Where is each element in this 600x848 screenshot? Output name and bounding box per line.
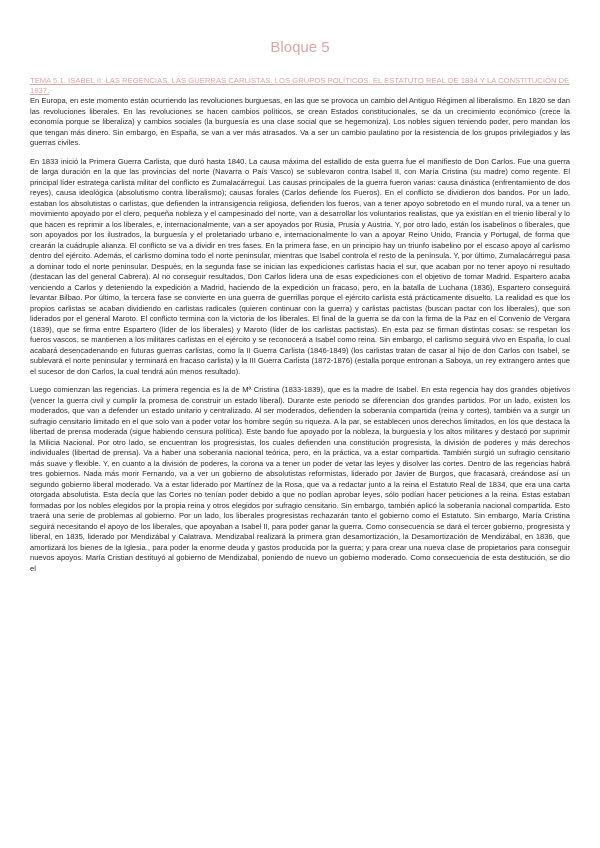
topic-heading: TEMA 5.1. ISABEL II: LAS REGENCIAS. LAS GUERRAS CARLISTAS. LOS GRUPOS POLÍTICOS. EL ESTATUTO REAL DE 1834 Y LA CONSTITUCIÓN DE 1837. [30, 76, 570, 95]
paragraph-regencies: Luego comienzan las regencias. La primera regencia es la de Mª Cristina (1833-1839), que es la madre de Isabel. En esta regencia hay dos grandes objetivos (vencer la guerra civil y cumplir la promesa de construir un estado liberal). Durante este periodo se diferencian dos grandes partidos. Por un lado, existen los moderados, que van a defender un estado unitario y centralizado. Al ser moderados, defienden la soberanía compartida (reina y cortes), también va a surgir un sufragio censitario limitado en el que solo van a poder votar los hombre según su riqueza. A la par, se establecen unos derechos limitados, en los que destaca la libertad de prensa moderada (sigue habiendo censura política). Este bando fue apoyado por la nobleza, la burguesía y los altos militares y destacó por suprimir la Milicia Nacional. Por otro lado, se encuentran los progresistas, los cuales defienden una constitución progresista, la división de poderes y más derechos individuales (libertad de prensa). Va a haber una soberanía nacional teórica, pero, en la práctica, va a estar compartida. También surgió un sufragio censitario más suave y flexible. Y, en cuanto a la división de poderes, la corona va a tener un poder de vetar las leyes y disolver las cortes. Dentro de las regencias habrá tres gobiernos. Nada más morir Fernando, va a ver un gobierno de absolutistas reformistas, liderado por Javier de Burgos, que fracasará, creándose así un segundo gobierno liberal moderado. Va a estar liderado por Martínez de la Rosa, que va a redactar junto a la reina el Estatuto Real de 1834, que era una carta otorgada absolutista. Esta decía que las Cortes no tenían poder debido a que no podían aprobar leyes, sólo podían hacer peticiones a la reina. Estas estaban formadas por los nobles elegidos por la propia reina y otros elegidos por sufragio censitario. Sin embargo, también aplicó la soberanía nacional compartida. Esto traerá una serie de problemas al gobierno. Por un lado, los liberales progresistas rechazarán tanto el gobierno como el Estatuto. Sin embargo, María Cristina seguirá necesitando el apoyo de los liberales, que apoyaban a Isabel II, para poder ganar la guerra. Como consecuencia se dará el tercer gobierno, progresista y liberal, en 1835, liderado por Mendizábal y Calatrava. Mendizabal realizará la primera gran desamortización, la Desamortización de Mendizábal, en 1836, que amortizará los bienes de la Iglesia., para poder la enorme deuda y gastos producida por la guerra; y para crear una nueva clase de propietarios para conseguir nuevos apoyos. María Cristian destituyó al gobierno de Mendizabal, poniendo de nuevo un gobierno moderado. Como consecuencia de esta destitución, se dio el [30, 385, 570, 573]
paragraph-intro: En Europa, en este momento están ocurriendo las revoluciones burguesas, en las que se provoca un cambio del Antiguo Régimen al liberalismo. En 1820 se dan las revoluciones liberales. En las revoluciones se hacen cambios políticos, se crean Estados constitucionales, se da un crecimiento económico (crece la economía porque se liberaliza) y cambios sociales (la burguesía es una clase social que se hegemoniza). Los nobles siguen teniendo poder, pero mandan los que tengan más dinero. Sin embargo, en España, se van a ver más atrasados. Va a ser un cambio paulatino por la resistencia de los grupos privilegiados y las guerras civiles. [30, 96, 570, 147]
page-title: Bloque 5 [270, 39, 330, 56]
paragraph-carlist-war: En 1833 inició la Primera Guerra Carlista, que duró hasta 1840. La causa máxima del estallido de esta guerra fue el manifiesto de Don Carlos. Fue una guerra de larga duración en la que las provincias del norte (Navarra o País Vasco) se sublevaron contra Isabel II, con María Cristina (su madre) como regente. El principal líder estratega carlista militar del conflicto es Zumalacárregui. Las causas principales de la guerra fueron varias: causa dinástica (enfrentamiento de dos reyes), causa ideológica (absolutismo contra liberalismo); causas forales (Carlos defiende los Fueros). En el conflicto se dividieron dos bandos. Por un lado, estaban los absolutistas o carlistas, que defienden la intransigencia religiosa, defienden los fueros, van a tener apoyo sobretodo en el mundo rural, va a tener un movimiento apoyado por el clero, pequeña nobleza y el campesinado del norte, van a desarrollar los voluntarios realistas, que ya existían en el trienio liberal y lo que hacen es reprimir a los liberales, e, internacionalmente, van a ser apoyados por Rusia, Prusia y Austria. Y, por otro lado, están los isabelinos o liberales, que son apoyados por los ilustrados, la burguesía y el proletariado urbano e, internacionalmente lo van a apoyar Reino Unido, Francia y Portugal, de forma que crearán la cuádruple alianza. El conflicto se va a dividir en tres fases. En la primera fase, en un principio hay un triunfo isabelino por el escaso apoyo al carlismo dentro del ejército. Además, el carlismo domina todo el norte peninsular, mientras que Isabel controla el resto de la península. Y, por último, Zumalacárregui pasa a dominar todo el norte peninsular. Después, en la segunda fase se inician las expediciones carlistas hacia el sur, que acaban por no tener apoyo ni resultado (destacan las del general Cabrera). Al no conseguir resultados, Don Carlos lidera una de esas expediciones con el objetivo de tomar Madrid. Espartero acaba venciendo a Carlos y deteniendo la expedición a Madrid, haciendo de la expedición un fracaso, pero, en la batalla de Luchana (1836), Espartero conseguirá levantar Bilbao. Por último, la tercera fase se convierte en una guerra de guerrillas porque el ejército carlista está prácticamente disuelto. La realidad es que los propios carlistas se acaban dividiendo en carlistas radicales (quieren continuar con la guerra) y carlistas pactistas (buscan pactar con los liberales), que son liderados por el general Maroto. El conflicto termina con la victoria de los liberales. El final de la guerra se da con la firma de la Paz en el Convenio de Vergara (1839), que se firma entre Espartero (líder de los liberales) y Maroto (líder de los carlistas pactistas). En esta paz se firman distintas cosas: se respetan los fueros vascos, se mantienen a los militares carlistas en el ejército y se reconocerá a Isabel como reina. Sin embargo, el carlismo seguirá vivo en España, lo cual acabará desencadenando en futuras guerras carlistas, como la II Guerra Carlista (1846-1849) (los carlistas tratan de casar al hijo de don Carlos con Isabel, se sublevará el norte peninsular y terminará en fracaso carlista) y la III Guerra Carlista (1872-1876) (estalla porque entronan a Saboya, un rey extrangero antes que el sucesor de don Carlos, la cual tendrá aún menos resultado). [30, 156, 570, 376]
